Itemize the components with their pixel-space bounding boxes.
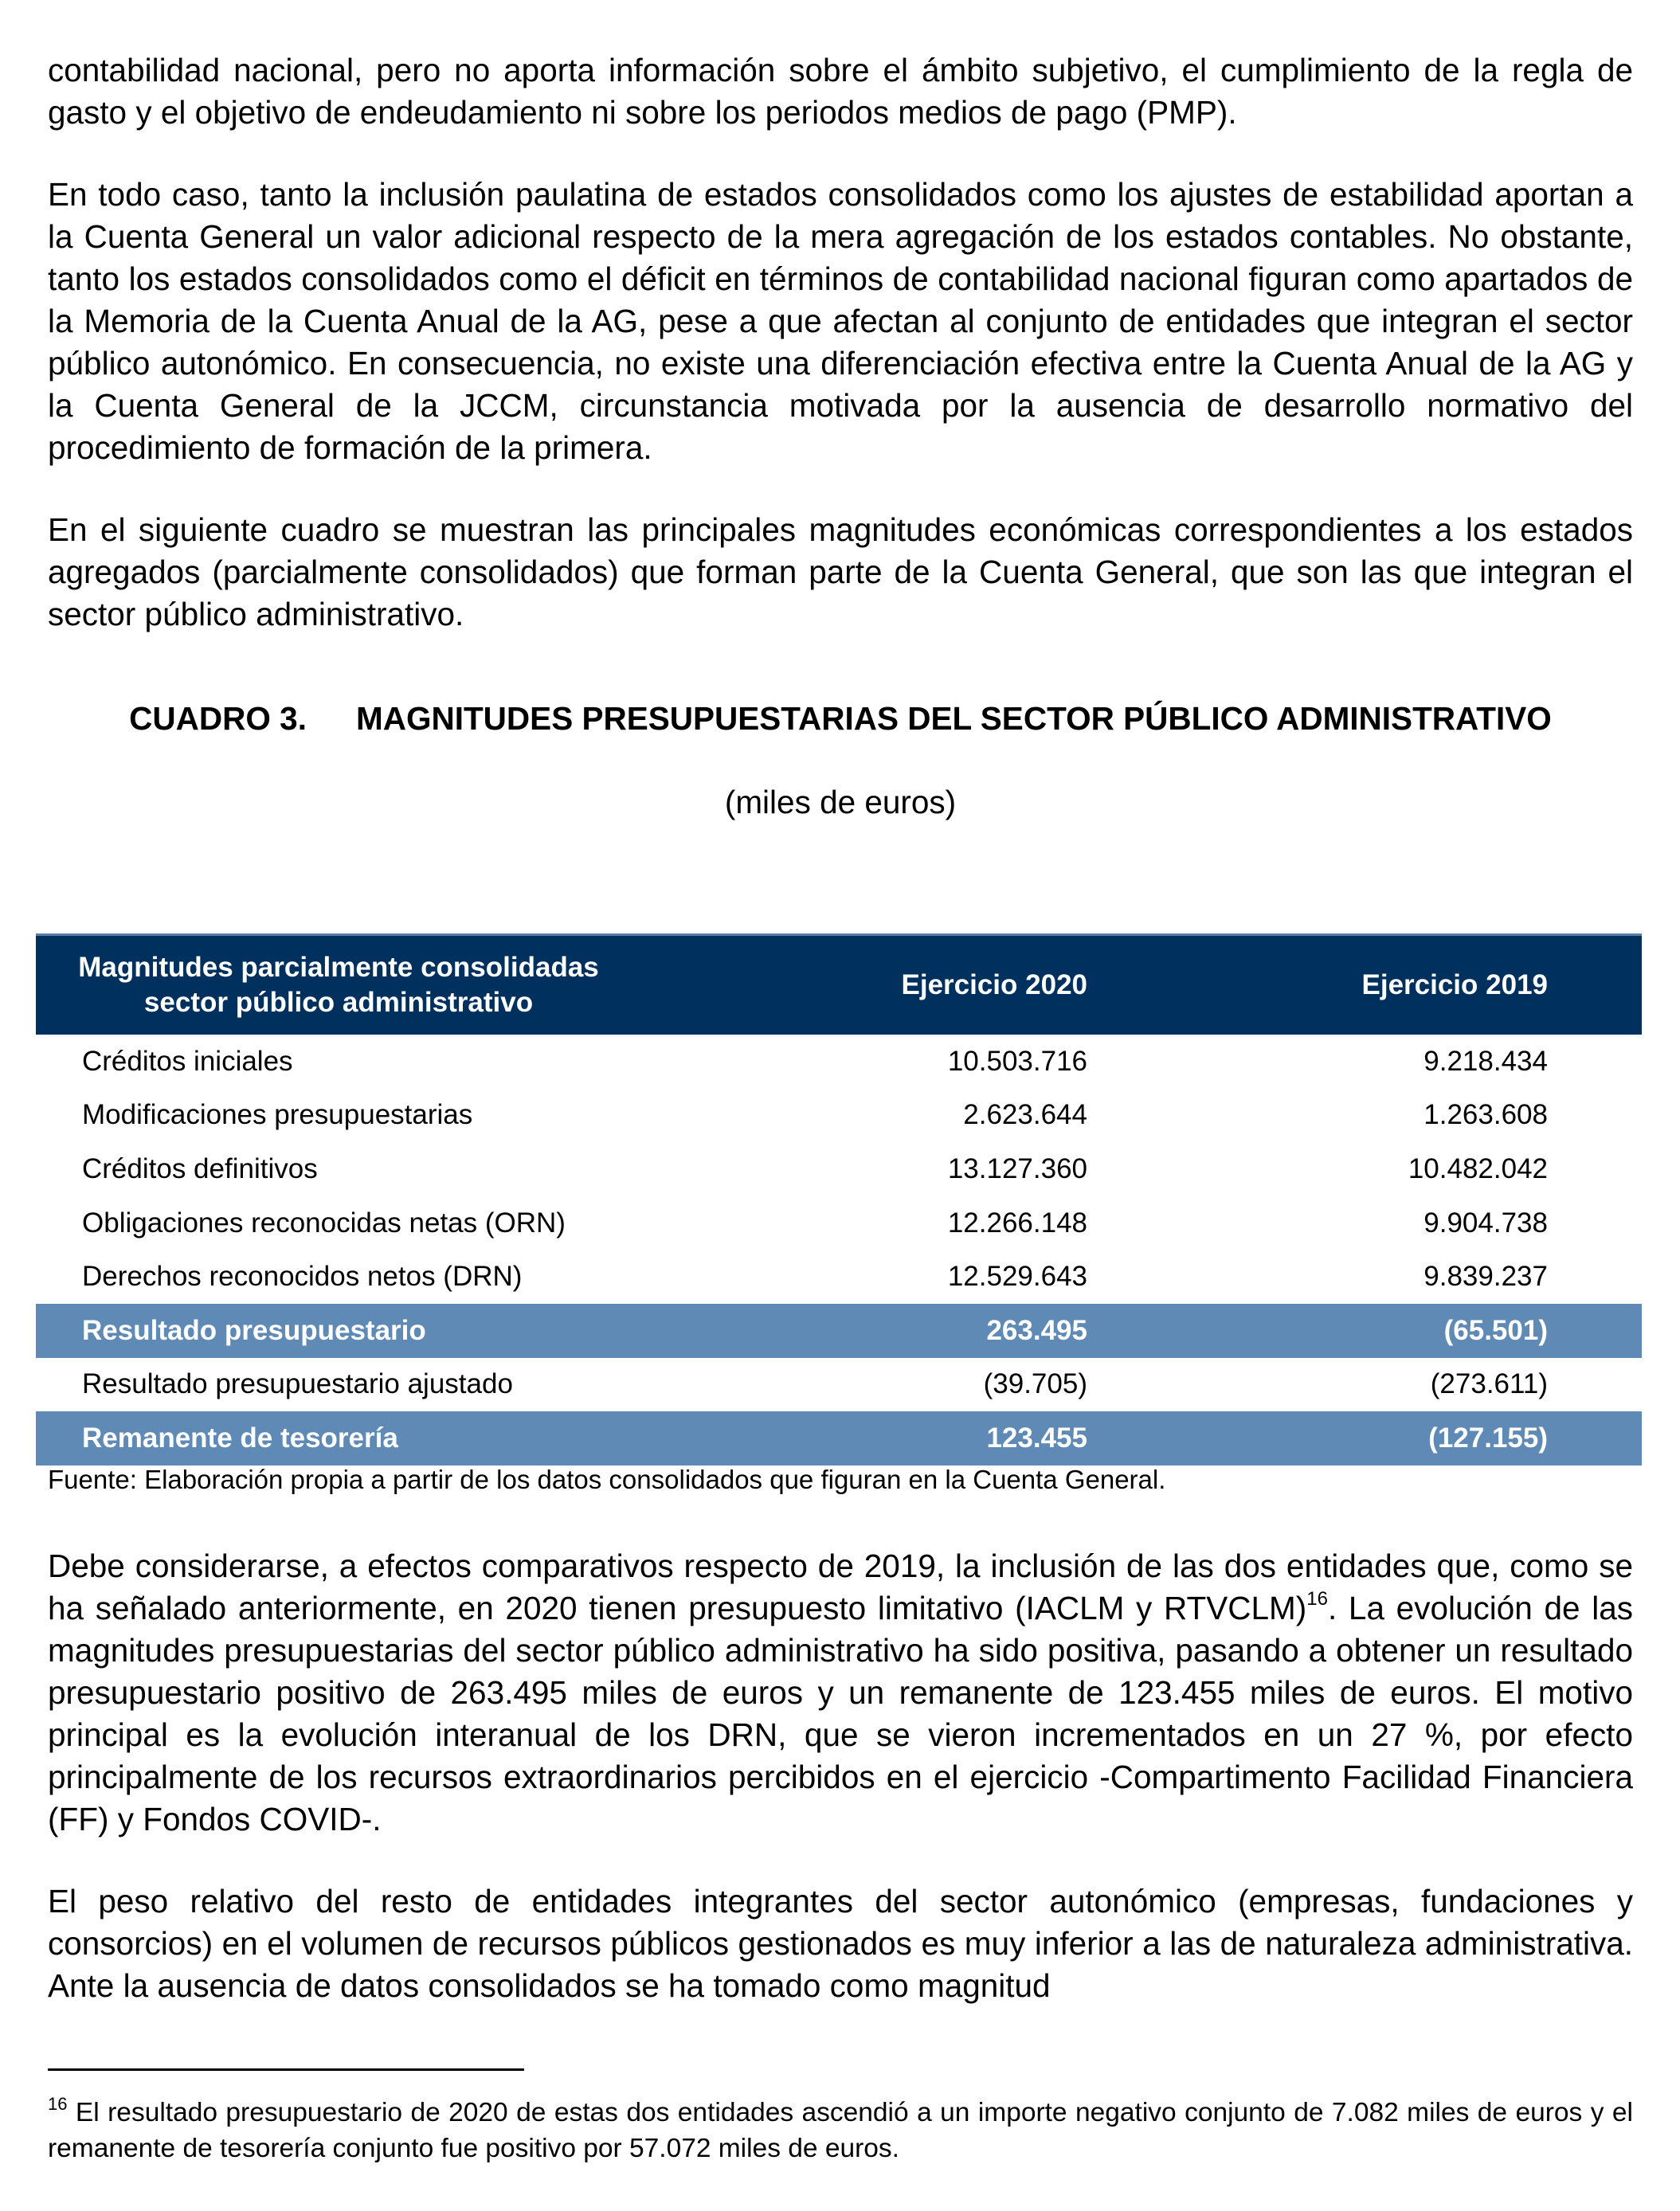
table-title-text: MAGNITUDES PRESUPUESTARIAS DEL SECTOR PÚBLICO ADMINISTRATIVO (355, 700, 1552, 737)
table-row-highlighted (36, 1304, 1642, 1358)
table-row (36, 1196, 1642, 1250)
table-source-note: Fuente: Elaboración propia a partir de los datos consolidados que figuran en la Cuenta General. (48, 1465, 1166, 1494)
value-2020: 13.127.360 (947, 1152, 1087, 1184)
value-2019: (127.155) (1111, 1411, 1642, 1466)
table-units: (miles de euros) (724, 784, 957, 820)
paragraph: Debe considerarse, a efectos comparativos respecto de 2019, la inclusión de las dos entidades que, como se ha señalado anteriormente, en 2020 tienen presupuesto limitativo (IACLM y RTVCLM)$^{16}$. La evolución de las magnitudes presupuestarias del sector público administrativo ha sido positiva, pasando a obtener un resultado presupuestario positivo de 263.495 miles de euros y un remanente de 123.455 miles de euros. El motivo principal es la evolución interanual de los DRN, que se vieron incrementados en un 27 %, por efecto principalmente de los recursos extraordinarios percibidos en el ejercicio -Compartimento Facilidad Financiera (FF) y Fondos COVID-. (48, 1548, 1633, 1837)
row-label: Resultado presupuestario (36, 1304, 641, 1358)
paragraph: El peso relativo del resto de entidades integrantes del sector autonómico (empresas, fundaciones y consorcios) en el volumen de recursos públicos gestionados es muy inferior a las de naturaleza administrativa. Ante la ausencia de datos consolidados se ha tomado como magnitud (48, 1883, 1633, 2004)
value-2020: (39.705) (983, 1368, 1087, 1400)
value-2020: 12.529.643 (947, 1261, 1087, 1293)
table-row-highlighted (36, 1411, 1642, 1466)
row-label: Créditos iniciales (82, 1045, 293, 1077)
table-row (36, 1142, 1642, 1196)
footnote-divider (48, 2068, 524, 2071)
row-label: Resultado presupuestario ajustado (82, 1368, 513, 1400)
value-2019: 10.482.042 (1408, 1152, 1548, 1184)
footnote-number: 16 (48, 2094, 68, 2114)
value-2020: 263.495 (641, 1304, 1111, 1358)
table-header-row (36, 935, 1642, 1035)
value-2019: 9.904.738 (1423, 1207, 1548, 1239)
footnote (48, 2095, 1633, 2166)
table-number: CUADRO 3. (129, 700, 307, 737)
table-row (36, 1089, 1642, 1143)
footnote-reference[interactable]: 16 (1306, 1588, 1328, 1610)
column-header-2020: Ejercicio 2020 (641, 935, 1111, 1035)
table-row (36, 1250, 1642, 1304)
table-row (36, 1358, 1642, 1412)
page-body-continued (48, 1545, 1633, 2007)
value-2019: 1.263.608 (1423, 1099, 1548, 1131)
row-label: Obligaciones reconocidas netas (ORN) (82, 1207, 566, 1239)
footnote-text: El resultado presupuestario de 2020 de estas dos entidades ascendió a un importe negativo conjunto de 7.082 miles de euros y el remanente de tesorería conjunto fue positivo por 57.072 miles de euros. (48, 2098, 1633, 2163)
value-2020: 123.455 (641, 1411, 1111, 1466)
paragraph: En todo caso, tanto la inclusión paulatina de estados consolidados como los ajustes de estabilidad aportan a la Cuenta General un valor adicional respecto de la mera agregación de los estados contables. No obstante, tanto los estados consolidados como el déficit en términos de contabilidad nacional figuran como apartados de la Memoria de la Cuenta Anual de la AG, pese a que afectan al conjunto de entidades que integran el sector público autonómico. En consecuencia, no existe una diferenciación efectiva entre la Cuenta Anual de la AG y la Cuenta General de la JCCM, circunstancia motivada por la ausencia de desarrollo normativo del procedimiento de formación de la primera. (48, 176, 1633, 466)
row-label: Modificaciones presupuestarias (82, 1099, 473, 1131)
value-2019: 9.218.434 (1423, 1045, 1548, 1077)
column-header-magnitudes: Magnitudes parcialmente consolidadas sector público administrativo (36, 935, 641, 1035)
budget-magnitudes-table (36, 933, 1642, 1466)
row-label: Remanente de tesorería (36, 1411, 641, 1466)
table-title (48, 698, 1633, 740)
paragraph: En el siguiente cuadro se muestran las principales magnitudes económicas correspondientes a los estados agregados (parcialmente consolidados) que forman parte de la Cuenta General, que son las que integran el sector público administrativo. (48, 511, 1633, 632)
value-2020: 2.623.644 (963, 1099, 1087, 1131)
value-2019: (65.501) (1111, 1304, 1642, 1358)
table-row (36, 1035, 1642, 1089)
value-2020: 10.503.716 (947, 1045, 1087, 1077)
paragraph: contabilidad nacional, pero no aporta información sobre el ámbito subjetivo, el cumplimiento de la regla de gasto y el objetivo de endeudamiento ni sobre los periodos medios de pago (PMP). (48, 52, 1633, 131)
page-body (48, 49, 1633, 824)
row-label: Derechos reconocidos netos (DRN) (82, 1261, 523, 1293)
value-2020: 12.266.148 (947, 1207, 1087, 1239)
value-2019: 9.839.237 (1423, 1261, 1548, 1293)
column-header-2019: Ejercicio 2019 (1111, 935, 1642, 1035)
value-2019: (273.611) (1430, 1368, 1548, 1400)
row-label: Créditos definitivos (82, 1152, 318, 1184)
